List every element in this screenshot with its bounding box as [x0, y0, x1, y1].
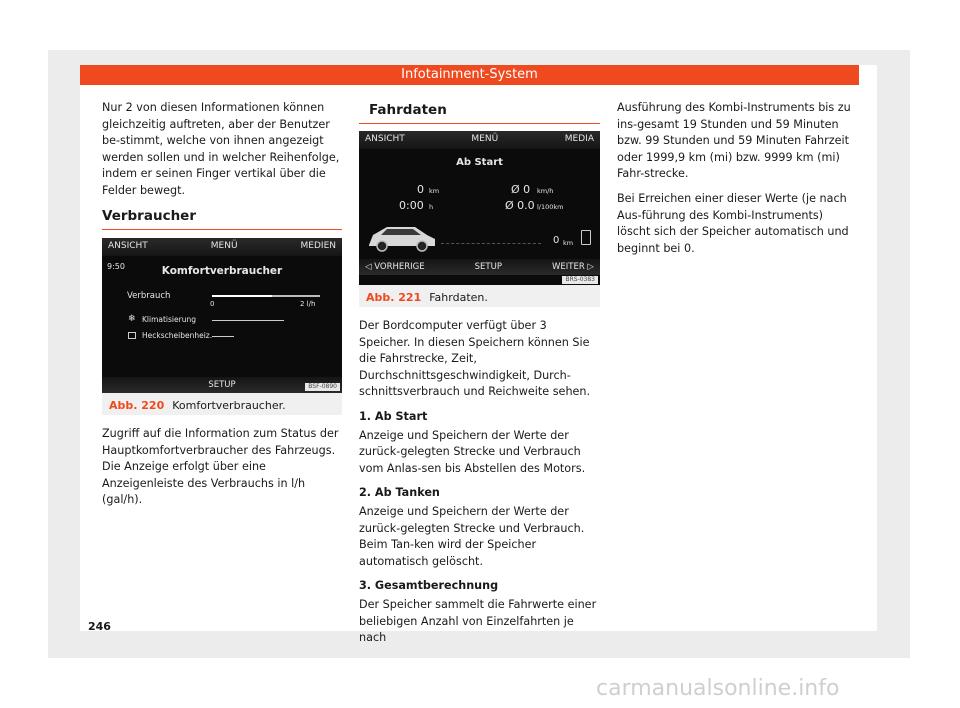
section-divider [359, 123, 600, 124]
caption-number: Abb. 221 [366, 291, 422, 304]
subheading-gesamtberechnung: 3. Gesamtberechnung [359, 579, 499, 593]
scale-min: 0 [210, 300, 215, 308]
label-verbrauch: Verbrauch [127, 291, 171, 301]
caption-text: Fahrdaten. [429, 291, 488, 304]
screen-bottom-bar [359, 259, 600, 275]
screen-title: Ab Start [456, 157, 503, 168]
paragraph-gesamtberechnung: Der Speicher sammelt die Fahrwerte einer beliebigen Anzahl von Einzelfahrten je nach [359, 597, 597, 645]
section-divider [102, 229, 342, 230]
figure-code: BSF-0890 [305, 383, 340, 391]
value-avg-consumption: Ø 0.0 [505, 199, 535, 212]
paragraph-2: Bei Erreichen einer dieser Werte (je nach Aus-führung des Kombi-Instruments) löscht sich der Speicher automatisch und beginnt bei 0. [617, 191, 849, 255]
value-range: 0 [553, 235, 560, 246]
paragraph-ab-start: Anzeige und Speichern der Werte der zurück-gelegten Strecke und Verbrauch vom Anlas-sen bis Abstellen des Motors. [359, 428, 586, 475]
klimatisierung-bar [212, 320, 284, 321]
tab-medien: MEDIEN [300, 241, 336, 251]
heckscheibe-bar [212, 336, 234, 337]
chevron-left-icon: ◁ [365, 262, 375, 272]
car-icon [365, 219, 439, 253]
setup-label: SETUP [474, 262, 502, 272]
body-paragraph: Der Bordcomputer verfügt über 3 Speicher. In diesen Speichern können Sie die Fahrstrecke, Zeit, Durchschnittsgeschwindigkeit, Durch-schnittsverbrauch und Reichweite sehen. [359, 319, 591, 399]
unit-time: h [429, 203, 434, 211]
item-klimatisierung: Klimatisierung [142, 315, 196, 324]
next-label: WEITER [551, 262, 585, 272]
figure-code: BRS-0383 [562, 276, 598, 284]
figure-komfortverbraucher [102, 238, 342, 393]
subheading-ab-tanken: 2. Ab Tanken [359, 486, 440, 500]
subheading-ab-start: 1. Ab Start [359, 409, 428, 423]
range-track [441, 243, 541, 244]
column-1-body [102, 426, 342, 517]
chapter-header: Infotainment-System [80, 65, 859, 85]
caption-text: Komfortverbraucher. [172, 399, 286, 412]
watermark: carmanualsonline.info [596, 676, 840, 701]
tab-media: MEDIA [564, 134, 594, 144]
snowflake-icon: ❄ [128, 314, 136, 324]
paragraph-1: Ausführung des Kombi-Instruments bis zu ins-gesamt 19 Stunden und 59 Minuten bzw. 99 Stunden und 59 Minuten Fahrzeit oder 1999,9 km (mi) bzw. 9999 km (mi) Fahr-strecke. [617, 101, 851, 181]
figure-caption [359, 285, 600, 307]
column-3 [617, 100, 859, 265]
page-number: 246 [88, 620, 111, 633]
consumption-scale-fill [212, 295, 272, 297]
intro-paragraph: Nur 2 von diesen Informationen können gleichzeitig auftreten, aber der Benutzer be-stimmt, welche von ihnen angezeigt werden sollen und in welcher Reihenfolge, indem er seinen Finger vertikal über die Felder bewegt. [102, 101, 340, 197]
item-heckscheibenheiz: Heckscheibenheiz. [142, 331, 213, 340]
section-title-verbraucher: Verbraucher [102, 208, 196, 224]
unit-avg-speed: km/h [537, 187, 554, 195]
figure-fahrdaten [359, 131, 600, 285]
unit-distance: km [429, 187, 440, 195]
setup-label: SETUP [208, 380, 236, 390]
value-avg-speed: Ø 0 [511, 183, 531, 196]
value-time: 0:00 [399, 199, 424, 212]
value-distance: 0 [417, 183, 424, 196]
screen-title: Komfortverbraucher [161, 265, 283, 277]
screen-tab-bar [359, 131, 600, 149]
tab-ansicht: ANSICHT [108, 241, 148, 251]
tab-menu: MENÜ [210, 241, 238, 251]
rear-window-heater-icon [128, 332, 136, 339]
column-1 [102, 100, 342, 208]
tab-ansicht: ANSICHT [365, 134, 405, 144]
unit-range: km [563, 239, 574, 247]
screen-tab-bar [102, 238, 342, 256]
screen-time: 9:50 [107, 262, 125, 271]
previous-label: VORHERIGE [374, 262, 425, 272]
nav-next [552, 262, 594, 272]
caption-number: Abb. 220 [109, 399, 165, 412]
scale-max: 2 l/h [300, 300, 316, 308]
figure-caption [102, 393, 342, 415]
tab-menu: MENÜ [471, 134, 499, 144]
paragraph-ab-tanken: Anzeige und Speichern der Werte der zurück-gelegten Strecke und Verbrauch. Beim Tan-ken wird der Speicher automatisch gelöscht. [359, 504, 585, 568]
chevron-right-icon: ▷ [584, 262, 594, 272]
nav-previous [365, 262, 425, 272]
fuel-pump-icon [581, 230, 591, 245]
unit-avg-consumption: l/100km [537, 203, 564, 211]
column-2-body [359, 318, 600, 655]
body-paragraph: Zugriff auf die Information zum Status der Hauptkomfortverbraucher des Fahrzeugs. Die Anzeige erfolgt über eine Anzeigenleiste des Verbrauchs in l/h (gal/h). [102, 427, 339, 507]
section-title-fahrdaten: Fahrdaten [369, 102, 447, 118]
